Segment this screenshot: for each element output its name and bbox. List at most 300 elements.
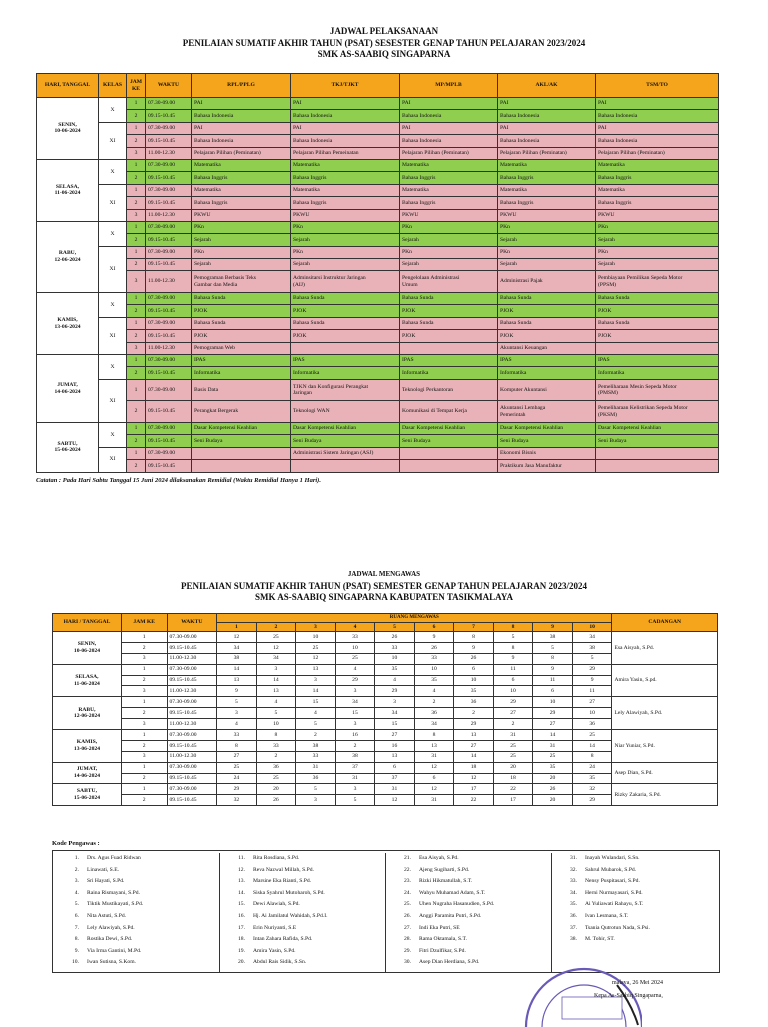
subject-cell: Bahasa Sunda [498,317,596,329]
supervisor-name: Ai Yuliawati Rahayu, S.T. [585,901,644,908]
code-number: 14. [238,889,245,896]
subject-cell [291,460,400,472]
supervisor-name: Dewi Alawiah, S.Pd. [253,901,300,908]
room-code-cell: 26 [533,784,573,795]
subject-cell: PKWU [192,209,291,221]
subject-cell: Pelajaran Pilihan (Peminatan) [400,147,498,159]
subject-cell: Dasar Kompetensi Keahlian [192,422,291,434]
subject-cell: Akuntansi Keuangan [498,342,596,354]
room-code-cell: 12 [414,784,454,795]
room-code-cell: 27 [375,730,415,741]
subject-cell [400,342,498,354]
supervisor-name: Via Irma Gantini, M.Pd. [87,947,142,954]
supervisor-name: Sahrul Mubarok, S.Pd. [585,866,637,873]
code-number: 6. [74,912,79,919]
time-cell: 11.00-12.30 [146,271,192,293]
room-code-cell: 17 [454,784,494,795]
period-cell: 2 [127,305,146,317]
room-code-cell: 14 [454,751,494,762]
subject-cell: Praktikum Jasa Manufaktur [498,460,596,472]
supervisor-name: Indi Eka Putri, SE [419,924,460,931]
code-list-item [551,865,719,877]
header-room-number: 9 [533,623,573,632]
supervisor-name: Nita Astuti, S.Pd. [87,912,127,919]
room-code-cell: 25 [256,632,296,643]
subject-cell: Pelajaran Pilihan Pemeinatan [291,147,400,159]
subject-cell: PKn [596,246,719,258]
subject-cell: PKWU [400,209,498,221]
code-list-item [551,853,719,865]
room-code-cell: 27 [572,697,612,708]
subject-cell: PAI [400,98,498,110]
subject-cell: Administrasi Sistem Jaringan (ASJ) [291,447,400,459]
code-number: 8. [74,936,79,943]
supervisor-time-cell: 07.30-09.00 [167,762,217,773]
supervisor-table [52,613,718,806]
room-code-cell: 38 [296,740,336,751]
room-code-cell: 12 [256,642,296,653]
supervisor-name: Reva Nazwal Millah, S.Pd. [253,866,314,873]
code-list-item [385,946,551,958]
subject-cell [400,447,498,459]
subject-cell: Dasar Kompetensi Keahlian [400,422,498,434]
room-code-cell: 20 [493,762,533,773]
period-cell: 2 [127,401,146,423]
schedule-row [37,98,719,110]
code-number: 15. [238,901,245,908]
subject-cell: Bahasa Inggris [498,172,596,184]
code-list-item [385,876,551,888]
supervisor-period-cell: 2 [121,773,167,784]
room-code-cell: 5 [256,708,296,719]
supervisor-name: Sri Hayati, S.Pd. [87,878,125,885]
room-code-cell: 25 [296,642,336,653]
subject-cell: PJOK [291,330,400,342]
period-cell: 1 [127,422,146,434]
subject-cell: Sejarah [596,234,719,246]
subject-cell: Informatika [400,367,498,379]
subject-cell: Bahasa Indonesia [192,110,291,122]
class-cell: X [99,293,127,318]
time-cell: 09.15-10.45 [146,234,192,246]
signature-place-date: malaya, 26 Mei 2024 [612,980,663,986]
code-list-item [551,934,719,946]
subject-cell: Pengelolaan Administrasi Umum [400,271,498,293]
header-room-number: 10 [572,623,612,632]
time-cell: 09.15-10.45 [146,172,192,184]
reserve-cell: Amira Yasin, S.pd. [612,664,718,697]
subject-cell: Dasar Kompetensi Keahlian [291,422,400,434]
subject-cell: Sejarah [291,259,400,271]
supervisor-name: Hj. Ai Jamilatul Wahidah, S.Pd.I. [253,912,328,919]
supervisor-day-cell: SENIN, 10-06-2024 [53,632,122,665]
reserve-cell: Esa Aisyah, S.Pd. [612,632,718,665]
room-code-cell: 3 [256,664,296,675]
subject-cell [596,460,719,472]
room-code-cell: 10 [296,632,336,643]
room-code-cell: 2 [256,751,296,762]
room-code-cell: 35 [414,675,454,686]
supervisor-day-cell: RABU, 12-06-2024 [53,697,122,730]
time-cell: 07.30-09.00 [146,317,192,329]
supervisor-row [53,762,718,773]
room-code-cell: 3 [296,795,336,806]
code-number: 7. [74,924,79,931]
room-code-cell: 25 [217,762,257,773]
subject-cell: Bahasa Indonesia [498,135,596,147]
room-code-cell: 36 [572,719,612,730]
room-code-cell: 22 [454,795,494,806]
subject-cell: Matematika [192,184,291,196]
room-code-cell: 34 [572,632,612,643]
subject-cell: Bahasa Inggris [400,197,498,209]
code-column [551,853,719,972]
period-cell: 2 [127,172,146,184]
code-number: 4. [74,889,79,896]
time-cell: 07.30-09.00 [146,159,192,171]
supervisor-period-cell: 3 [121,719,167,730]
period-cell: 3 [127,271,146,293]
supervisor-time-cell: 07.30-09.00 [167,632,217,643]
code-number: 17. [238,924,245,931]
room-code-cell: 29 [454,719,494,730]
room-code-cell: 11 [493,664,533,675]
schedule-header-cell: AKL/AK [498,74,596,98]
room-code-cell: 29 [493,697,533,708]
code-list-item [53,888,219,900]
room-code-cell: 14 [296,686,336,697]
room-code-cell: 15 [296,697,336,708]
subject-cell: Bahasa Sunda [400,317,498,329]
supervisor-name: Anggi Paramita Putri, S.Pd. [419,912,482,919]
room-code-cell: 11 [572,686,612,697]
subject-cell: Bahasa Inggris [596,172,719,184]
room-code-cell: 10 [572,708,612,719]
subject-cell: Bahasa Sunda [498,293,596,305]
schedule-header-cell: RPL/PPLG [192,74,291,98]
room-code-cell: 15 [335,708,375,719]
subject-cell: Pemeliharaan Mesin Sepeda Motor (PMSM) [596,379,719,401]
class-cell: XI [99,447,127,472]
schedule-row [37,460,719,472]
room-code-cell: 14 [533,730,573,741]
room-code-cell: 14 [256,675,296,686]
subject-cell [192,447,291,459]
room-code-cell: 9 [493,653,533,664]
class-cell: X [99,98,127,123]
supervisor-period-cell: 2 [121,740,167,751]
room-code-cell: 38 [335,751,375,762]
subject-cell: Bahasa Indonesia [400,110,498,122]
supervisor-name: Rizki Hikmatullah, S.T. [419,878,473,885]
subject-cell: PKWU [291,209,400,221]
period-cell: 1 [127,159,146,171]
code-number: 18. [238,936,245,943]
supervisor-row [53,632,718,643]
supervisor-period-cell: 1 [121,664,167,675]
subject-cell: Pemograman Berbasis Teks Gambar dan Media [192,271,291,293]
supervisor-time-cell: 09.15-10.45 [167,773,217,784]
supervisor-time-cell: 09.15-10.45 [167,642,217,653]
supervisor-name: M. Tohir, ST. [585,936,615,943]
room-code-cell: 31 [493,730,533,741]
room-code-cell: 10 [493,686,533,697]
supervisor-name: Iwan Sutisna, S.Kom. [87,959,136,966]
room-code-cell: 17 [493,795,533,806]
room-code-cell: 20 [256,784,296,795]
subject-cell: Matematika [192,159,291,171]
room-code-cell: 31 [335,773,375,784]
schedule-header-cell: JAM KE [127,74,146,98]
code-column [385,853,552,972]
code-number: 2. [74,866,79,873]
room-code-cell: 36 [256,762,296,773]
period-cell: 1 [127,379,146,401]
kode-pengawas-label: Kode Pengawas : [52,840,100,847]
room-code-cell: 5 [572,653,612,664]
supervisor-period-cell: 2 [121,708,167,719]
room-code-cell: 33 [296,751,336,762]
code-list-item [219,899,385,911]
schedule-row [37,197,719,209]
supervisor-row [53,730,718,741]
code-list-item [219,865,385,877]
class-cell: X [99,355,127,380]
room-code-cell: 9 [454,642,494,653]
room-code-cell: 36 [414,708,454,719]
subject-cell: Bahasa Indonesia [291,135,400,147]
room-code-cell: 13 [375,751,415,762]
room-code-cell: 16 [335,730,375,741]
subject-cell: PKn [291,221,400,233]
supervisor-name: Siska Syahrul Mutoharoh, S.Pd. [253,889,325,896]
period-cell: 1 [127,246,146,258]
supervisor-day-cell: SELASA, 11-06-2024 [53,664,122,697]
room-code-cell: 6 [493,675,533,686]
subject-cell: Bahasa Indonesia [596,135,719,147]
code-list-item [53,899,219,911]
subject-cell: PJOK [291,305,400,317]
code-number: 32. [570,866,577,873]
supervisor-name: Drs. Agus Fuad Ridwan [87,855,141,861]
room-code-cell: 13 [414,740,454,751]
schedule-row [37,435,719,447]
code-number: 19. [238,947,245,954]
room-code-cell: 4 [375,675,415,686]
subject-cell: Matematika [400,184,498,196]
supervisor-row [53,697,718,708]
supervisor-period-cell: 3 [121,653,167,664]
supervisor-name: Tiktik Mustikayati, S.Pd. [87,901,144,908]
period-cell: 3 [127,209,146,221]
class-cell: XI [99,246,127,292]
room-code-cell: 26 [414,642,454,653]
room-code-cell: 34 [414,719,454,730]
subject-cell: Bahasa Inggris [498,197,596,209]
schedule-row [37,259,719,271]
room-code-cell: 29 [375,686,415,697]
subject-cell: IPAS [291,355,400,367]
period-cell: 1 [127,293,146,305]
supervisor-period-cell: 1 [121,784,167,795]
room-code-cell: 36 [454,697,494,708]
room-code-cell: 20 [533,773,573,784]
class-cell: X [99,159,127,184]
supervisor-name: Lely Alawiyah, S.Pd. [87,924,135,931]
time-cell: 09.15-10.45 [146,460,192,472]
class-cell: XI [99,122,127,159]
reserve-cell: Asep Dian, S.Pd. [612,762,718,784]
subject-cell: PKn [596,221,719,233]
subject-cell: Bahasa Sunda [596,293,719,305]
room-code-cell: 2 [414,697,454,708]
schedule-row [37,305,719,317]
time-cell: 09.15-10.45 [146,330,192,342]
class-cell: X [99,221,127,246]
subject-cell: Seni Budaya [192,435,291,447]
supervisor-name: Rita Rosdiana, S.Pd. [253,855,300,861]
time-cell: 09.15-10.45 [146,367,192,379]
code-list-item [53,934,219,946]
subject-cell: PAI [400,122,498,134]
schedule-row [37,135,719,147]
exam-schedule-table [36,73,719,473]
supervisor-time-cell: 09.15-10.45 [167,740,217,751]
time-cell: 07.30-09.00 [146,422,192,434]
supervisor-period-cell: 2 [121,675,167,686]
subject-cell: Sejarah [498,234,596,246]
code-column [53,853,220,972]
code-number: 27. [404,924,411,931]
subject-cell: Dasar Kompetensi Keahlian [498,422,596,434]
supervisor-name: Ivan Lesmana, S.T. [585,912,629,919]
room-code-cell: 29 [217,784,257,795]
room-code-cell: 20 [533,795,573,806]
period-cell: 1 [127,184,146,196]
code-number: 13. [238,878,245,885]
subject-cell: Teknologi Perkantoran [400,379,498,401]
room-code-cell: 38 [572,642,612,653]
code-number: 9. [74,947,79,954]
subject-cell: Matematika [291,184,400,196]
room-code-cell: 35 [572,773,612,784]
time-cell: 07.30-09.00 [146,122,192,134]
code-list-item [219,934,385,946]
subject-cell: Teknologi WAN [291,401,400,423]
period-cell: 1 [127,447,146,459]
code-number: 26. [404,912,411,919]
schedule-row [37,172,719,184]
room-code-cell: 27 [493,708,533,719]
day-date-cell: SABTU, 15-06-2024 [37,422,99,472]
room-code-cell: 9 [572,675,612,686]
schedule-header-cell: KELAS [99,74,127,98]
supervisor-name: Amira Yasin, S.Pd. [253,947,296,954]
room-code-cell: 25 [533,751,573,762]
supervisor-name: Nensy Puspitasari, S.Pd. [585,878,640,885]
code-list-item [385,888,551,900]
room-code-cell: 12 [375,795,415,806]
code-list-item [53,853,219,865]
subject-cell: PKn [192,246,291,258]
room-code-cell: 33 [256,740,296,751]
schedule-row [37,317,719,329]
room-code-cell: 3 [217,708,257,719]
period-cell: 1 [127,98,146,110]
period-cell: 2 [127,367,146,379]
subject-cell [596,342,719,354]
room-code-cell: 33 [217,730,257,741]
time-cell: 07.30-09.00 [146,98,192,110]
subject-cell: PAI [498,122,596,134]
room-code-cell: 4 [296,708,336,719]
room-code-cell: 34 [335,697,375,708]
supervisor-period-cell: 1 [121,730,167,741]
code-list-item [551,888,719,900]
room-code-cell: 10 [414,664,454,675]
period-cell: 1 [127,355,146,367]
supervisor-period-cell: 1 [121,762,167,773]
room-code-cell: 37 [375,773,415,784]
subject-cell: PKn [498,246,596,258]
subject-cell: PJOK [596,330,719,342]
room-code-cell: 8 [414,730,454,741]
room-code-cell: 2 [493,719,533,730]
room-code-cell: 26 [256,795,296,806]
period-cell: 1 [127,317,146,329]
subject-cell: Bahasa Inggris [596,197,719,209]
room-code-cell: 8 [256,730,296,741]
subject-cell: PAI [291,122,400,134]
reserve-cell: Lely Alawiyah, S.Pd. [612,697,718,730]
schedule-row [37,110,719,122]
room-code-cell: 31 [296,762,336,773]
supervisor-name: Marsine Eka Rianti, S.Pd. [253,878,312,885]
code-list-item [53,923,219,935]
subject-cell: Bahasa Sunda [400,293,498,305]
room-code-cell: 38 [217,653,257,664]
subject-cell: PAI [192,122,291,134]
supervisor-name: Intan Zahara Rafida, S.Pd. [253,936,313,943]
subject-cell: Matematika [400,159,498,171]
schedule-row [37,355,719,367]
room-code-cell: 27 [533,719,573,730]
subject-cell: Seni Budaya [596,435,719,447]
room-code-cell: 2 [454,708,494,719]
schedule-row [37,122,719,134]
subject-cell: Bahasa Inggris [192,172,291,184]
room-code-cell: 8 [493,642,533,653]
subject-cell: Sejarah [400,259,498,271]
code-number: 5. [74,901,79,908]
room-code-cell: 11 [533,675,573,686]
code-list-item [219,923,385,935]
subject-cell [400,460,498,472]
supervisor-name: Linawati, S.E. [87,866,120,873]
schedule-row [37,271,719,293]
room-code-cell: 26 [454,653,494,664]
code-list-item [551,923,719,935]
subject-cell: Bahasa Indonesia [291,110,400,122]
room-code-cell: 26 [375,632,415,643]
time-cell: 09.15-10.45 [146,305,192,317]
schedule-row [37,234,719,246]
class-cell: XI [99,379,127,422]
subject-cell: Administrasi Pajak [498,271,596,293]
subject-cell: PKn [192,221,291,233]
room-code-cell: 13 [454,730,494,741]
period-cell: 2 [127,110,146,122]
